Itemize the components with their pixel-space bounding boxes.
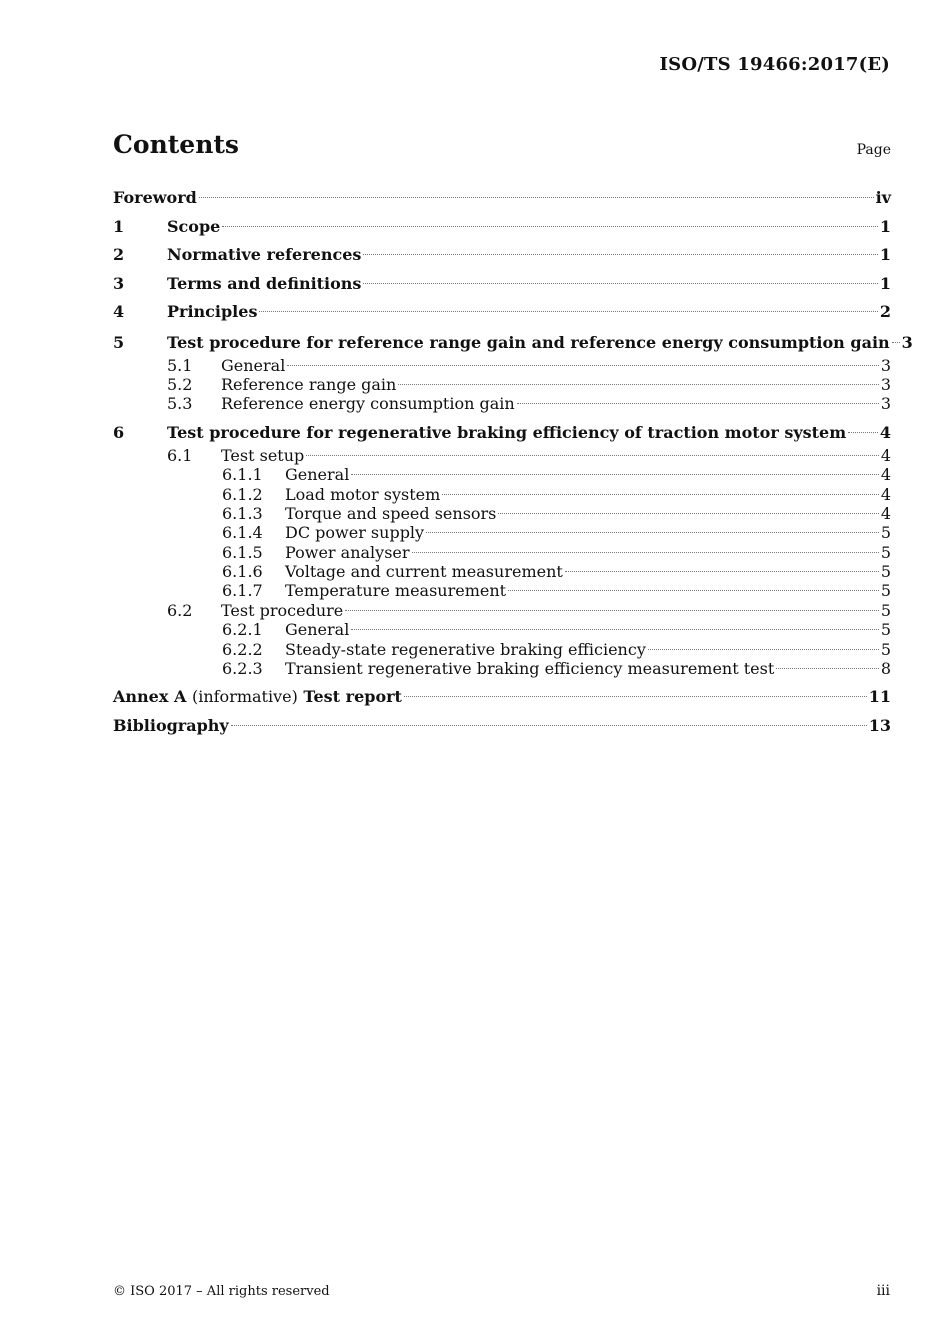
toc-entry-6-1-6-voltage-and-current-measurement[interactable] xyxy=(113,562,891,581)
dot-leader xyxy=(351,474,878,475)
toc-entry-label: Steady-state regenerative braking efficiency xyxy=(285,639,646,659)
toc-entry-page: 3 xyxy=(880,394,891,414)
toc-entry-page: iv xyxy=(875,188,891,207)
dot-leader xyxy=(426,532,879,533)
toc-entry-section-6[interactable] xyxy=(113,419,891,446)
toc-entry-label: Transient regenerative braking efficiency measurement test xyxy=(285,659,775,679)
toc-entry-6-2-2-steady-state-efficiency[interactable] xyxy=(113,640,891,659)
toc-entry-6-2-1-general[interactable] xyxy=(113,620,891,639)
toc-entry-label: General xyxy=(285,620,350,640)
toc-entry-label: Test procedure for regenerative braking efficiency of traction motor system xyxy=(167,422,847,442)
toc-entry-label: Reference energy consumption gain xyxy=(221,394,515,414)
toc-entry-page: 5 xyxy=(880,620,891,640)
annex-note: (informative) xyxy=(191,687,298,707)
toc-entry-bibliography[interactable] xyxy=(113,712,891,741)
toc-entry-number: 1 xyxy=(113,216,125,236)
toc-entry-page: 5 xyxy=(880,600,891,620)
toc-entry-label: Foreword xyxy=(113,188,197,207)
toc-entry-page: 5 xyxy=(880,523,891,543)
toc-entry-page: 1 xyxy=(879,245,891,265)
toc-entry-label xyxy=(113,683,402,712)
toc-entry-page: 4 xyxy=(880,484,891,504)
dot-leader xyxy=(222,226,878,227)
toc-entry-number: 3 xyxy=(113,273,125,293)
toc-entry-number: 6.2.2 xyxy=(222,639,263,659)
toc-entry-6-1-2-load-motor-system[interactable] xyxy=(113,485,891,504)
toc-entry-6-1-5-power-analyser[interactable] xyxy=(113,543,891,562)
toc-entry-number: 2 xyxy=(113,245,125,265)
toc-entry-annex-a[interactable] xyxy=(113,683,891,712)
toc-entry-number: 6.1.1 xyxy=(222,465,263,485)
toc-entry-5-1-general[interactable] xyxy=(113,356,891,375)
toc-entry-number: 6.2.3 xyxy=(222,659,263,679)
toc-entry-foreword[interactable] xyxy=(113,184,891,213)
toc-entry-number: 6.1.6 xyxy=(222,562,263,582)
toc-entry-scope[interactable] xyxy=(113,213,891,242)
toc-entry-number: 6.2 xyxy=(167,600,193,620)
dot-leader xyxy=(776,668,879,669)
toc-entry-6-1-test-setup[interactable] xyxy=(113,446,891,465)
toc-entry-label: Reference range gain xyxy=(221,374,397,394)
toc-entry-label: Bibliography xyxy=(113,716,229,736)
document-id: ISO/TS 19466:2017(E) xyxy=(659,54,890,75)
toc-entry-page: 4 xyxy=(879,422,891,442)
dot-leader xyxy=(231,725,867,726)
toc-entry-6-1-3-torque-and-speed-sensors[interactable] xyxy=(113,504,891,523)
toc-entry-page: 3 xyxy=(880,355,891,375)
toc-entry-6-2-3-transient-efficiency-test[interactable] xyxy=(113,659,891,678)
dot-leader xyxy=(199,197,874,198)
toc-entry-label: Voltage and current measurement xyxy=(285,562,563,582)
toc-entry-label: Normative references xyxy=(167,245,362,265)
toc-entry-label: General xyxy=(221,355,286,375)
toc-entry-number: 5.2 xyxy=(167,374,193,394)
toc-entry-label: Load motor system xyxy=(285,484,441,504)
toc-entry-principles[interactable] xyxy=(113,298,891,327)
toc-entry-page: 3 xyxy=(901,332,913,352)
toc-entry-6-1-7-temperature-measurement[interactable] xyxy=(113,581,891,600)
toc-entry-page: 2 xyxy=(879,302,891,322)
toc-entry-page: 13 xyxy=(868,716,891,736)
toc-header xyxy=(113,130,891,170)
toc-entry-page: 8 xyxy=(880,659,891,679)
toc-entry-6-1-4-dc-power-supply[interactable] xyxy=(113,523,891,542)
dot-leader xyxy=(259,311,877,312)
copyright-notice: © ISO 2017 – All rights reserved xyxy=(113,1284,330,1299)
toc-entry-page: 5 xyxy=(880,581,891,601)
toc-entry-page: 4 xyxy=(880,445,891,465)
toc-entry-page: 3 xyxy=(880,374,891,394)
toc-entry-page: 5 xyxy=(880,639,891,659)
toc-entry-label: Test procedure xyxy=(221,600,344,620)
toc-entry-number: 6 xyxy=(113,422,125,442)
toc-entry-number: 5.1 xyxy=(167,355,193,375)
toc-entry-label: Test procedure for reference range gain and reference energy consumption gain xyxy=(167,332,890,352)
dot-leader xyxy=(892,342,900,343)
toc-entry-number: 6.1.2 xyxy=(222,484,263,504)
toc-entry-number: 4 xyxy=(113,302,125,322)
dot-leader xyxy=(306,455,879,456)
dot-leader xyxy=(517,403,879,404)
dot-leader xyxy=(565,571,879,572)
dot-leader xyxy=(442,494,879,495)
dot-leader xyxy=(363,283,877,284)
toc-entry-label: DC power supply xyxy=(285,523,425,543)
toc-entry-number: 6.1.4 xyxy=(222,523,263,543)
dot-leader xyxy=(363,254,877,255)
toc-entry-page: 5 xyxy=(880,562,891,582)
toc-entry-page: 4 xyxy=(880,465,891,485)
toc-entry-normative-references[interactable] xyxy=(113,241,891,270)
toc-entry-number: 6.1 xyxy=(167,445,193,465)
dot-leader xyxy=(508,590,879,591)
page-column-label: Page xyxy=(856,142,891,158)
toc-entry-6-2-test-procedure[interactable] xyxy=(113,601,891,620)
toc-entry-5-2-reference-range-gain[interactable] xyxy=(113,375,891,394)
dot-leader xyxy=(351,629,878,630)
toc-entry-page: 5 xyxy=(880,542,891,562)
toc-entry-label: Temperature measurement xyxy=(285,581,507,601)
toc-entry-section-5[interactable] xyxy=(113,329,913,356)
toc-entry-label: Principles xyxy=(167,302,258,322)
toc-entry-page: 1 xyxy=(879,273,891,293)
dot-leader xyxy=(498,513,878,514)
toc-entry-label: Test setup xyxy=(221,445,305,465)
toc-entry-number: 6.1.5 xyxy=(222,542,263,562)
toc-entry-number: 6.1.7 xyxy=(222,581,263,601)
table-of-contents xyxy=(113,184,913,741)
toc-entry-page: 11 xyxy=(868,687,891,707)
annex-prefix: Annex A xyxy=(113,687,187,707)
toc-entry-number: 6.1.3 xyxy=(222,503,263,523)
toc-entry-number: 5 xyxy=(113,332,125,352)
footer-page-number: iii xyxy=(876,1283,890,1299)
annex-title: Test report xyxy=(303,687,402,707)
toc-entry-page: 1 xyxy=(879,216,891,236)
toc-entry-5-3-reference-energy-consumption-gain[interactable] xyxy=(113,394,891,413)
toc-entry-page: 4 xyxy=(880,503,891,523)
dot-leader xyxy=(848,432,878,433)
toc-entry-number: 6.2.1 xyxy=(222,620,263,640)
toc-entry-label: Scope xyxy=(167,216,221,236)
page-title: Contents xyxy=(113,130,240,159)
dot-leader xyxy=(404,696,867,697)
toc-entry-label: General xyxy=(285,465,350,485)
dot-leader xyxy=(398,384,878,385)
dot-leader xyxy=(412,552,879,553)
toc-entry-number: 5.3 xyxy=(167,394,193,414)
toc-entry-label: Power analyser xyxy=(285,542,410,562)
toc-entry-label: Terms and definitions xyxy=(167,273,362,293)
dot-leader xyxy=(287,365,878,366)
toc-entry-label: Torque and speed sensors xyxy=(285,503,497,523)
toc-entry-6-1-1-general[interactable] xyxy=(113,465,891,484)
toc-entry-terms-and-definitions[interactable] xyxy=(113,270,891,299)
dot-leader xyxy=(648,649,879,650)
dot-leader xyxy=(345,610,879,611)
